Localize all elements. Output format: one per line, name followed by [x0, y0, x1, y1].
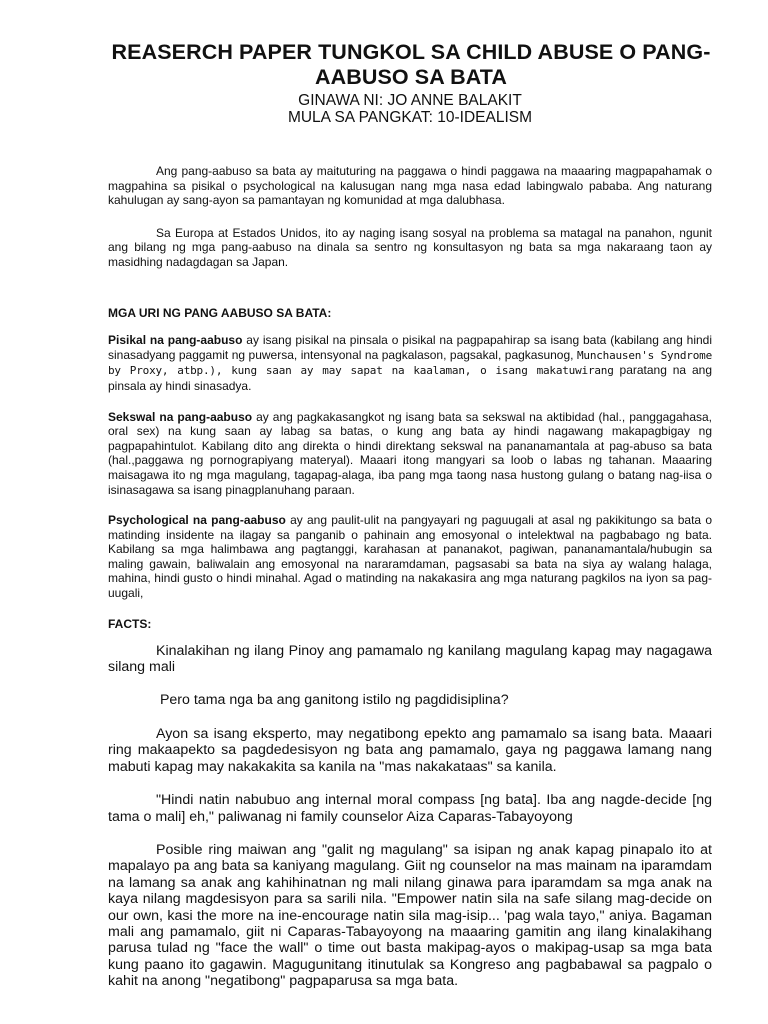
- type-text: paratang na ang pinsala ay hindi sinasadya.: [108, 363, 712, 393]
- facts-heading: FACTS:: [108, 616, 152, 631]
- document-title: REASERCH PAPER TUNGKOL SA CHILD ABUSE O PANG-AABUSO SA BATA: [111, 40, 711, 89]
- type-text: ay isang pisikal na pinsala o pisikal na pagpapahirap sa isang bata (kabilang ang hindi sinasadyang paggamit ng puwersa, intensyonal na pagkalason, pagsakal, pagkasunog,: [108, 333, 712, 362]
- type-definition-physical: [108, 333, 712, 393]
- fact-paragraph: "Hindi natin nabubuo ang internal moral compass [ng bata]. Iba ang nagde-decide [ng tama o mali] eh," paliwanag ni family counselor Aiza Caparas-Tabayoyong: [108, 792, 712, 825]
- type-definition-sexual: [108, 410, 712, 498]
- fact-paragraph: Kinalakihan ng ilang Pinoy ang pamamalo ng kanilang magulang kapag may nagagawa silang mali: [108, 642, 712, 676]
- type-definition-psychological: [108, 513, 712, 601]
- intro-paragraph: Ang pang-aabuso sa bata ay maituturing na paggawa o hindi paggawa na maaaring magpapahamak o magpahina sa pisikal o psychological na kalusugan nang mga nasa edad labingwalo pababa. Ang naturang kahulugan ay sang-ayon sa pamantayan ng komunidad at mga dalubhasa.: [108, 164, 712, 208]
- type-text: ay ang paulit-ulit na pangyayari ng paguugali at asal ng pakikitungo sa bata o matinding insidente na ilagay sa panganib o pahinain ang emosyonal o intelektwal na pagbabago ng bata. Kabilang sa mga halimbawa ang pagtanggi, karahasan at pananakot, pagiwan, pananamantala/hubugin sa maling gawain, baliwalain ang emosyonal na nararamdaman, pagsasabi sa bata na siya ay walang halaga, mahina, hindi gusto o hindi minahal. Agad o matinding na nakakasira ang mga naturang pagkilos na iyon sa pag-uugali,: [108, 513, 713, 601]
- type-term: Pisikal na pang-aabuso: [108, 333, 243, 348]
- type-term: Sekswal na pang-aabuso: [108, 409, 253, 424]
- type-text: ay ang pagkakasangkot ng isang bata sa sekswal na aktibidad (hal., panggagahasa, oral sex) na kung saan ay labag sa batas, o kung ang bata ay hindi nagawang makapagbigay ng pagpapahintulot. Kabilang dito ang direkta o hindi direktang sekswal na pananamantala at pag-abuso sa bata (hal.,paggawa ng pornograpiyang materyal). Maaari itong mangyari sa loob o labas ng tahanan. Maaaring maisagawa ito ng mga magulang, tagapag-alaga, iba pang mga taong nasa hustong gulang o batang nag-iisa o isinasagawa sa isang pinagplanuhang paraan.: [108, 409, 712, 497]
- type-term: Psychological na pang-aabuso: [108, 513, 286, 528]
- fact-paragraph: Pero tama nga ba ang ganitong istilo ng pagdidisiplina?: [156, 692, 509, 709]
- author-line: GINAWA NI: JO ANNE BALAKIT: [298, 92, 522, 109]
- fact-paragraph: Ayon sa isang eksperto, may negatibong epekto ang pamamalo sa isang bata. Maaari ring makaapekto sa pagdedesisyon ng bata ang pamamalo, gaya ng paggawa lamang nang mabuti kapag may nakakakita sa kanila na "mas nakakataas" sa kanila.: [108, 725, 712, 775]
- intro-paragraph: Sa Europa at Estados Unidos, ito ay naging isang sosyal na problema sa matagal na panahon, ngunit ang bilang ng mga pang-aabuso na dinala sa sentro ng konsultasyon ng bata sa mga nakaraang taon ay masidhing nadagdagan sa Japan.: [108, 225, 712, 269]
- type-text-mono: Munchausen's Syndrome by Proxy, atbp.), kung saan ay may sapat na kaalaman, o isang makatuwirang: [108, 348, 712, 378]
- fact-paragraph: Posible ring maiwan ang "galit ng magulang" sa isipan ng anak kapag pinapalo ito at mapalayo pa ang bata sa kaniyang magulang. Giit ng counselor na mas mainam na iparamdam na lamang sa anak ang kahihinatnan ng mali nilang ginawa para iparamdam sa mga anak na kaya nilang magdesisyon para sa sarili nila. "Empower natin sila na safe silang mag-decide on our own, kasi the more na ine-encourage natin sila mag-isip... 'pag wala tayo," aniya. Bagaman mali ang pamamalo, giit ni Caparas-Tabayoyong na maaaring gamitin ang ilang kinalakihang parusa tulad ng "face the wall" o time out basta makipag-ayos o makipag-usap sa mga bata kung paano ito gagawin. Magugunitang itinutulak sa Kongreso ang pagbabawal sa pagpalo o kahit na anong "negatibong" pagpaparusa sa mga bata.: [108, 841, 712, 990]
- document-body: [108, 164, 712, 990]
- types-heading: MGA URI NG PANG AABUSO SA BATA:: [108, 305, 332, 320]
- group-line: MULA SA PANGKAT: 10-IDEALISM: [287, 109, 533, 126]
